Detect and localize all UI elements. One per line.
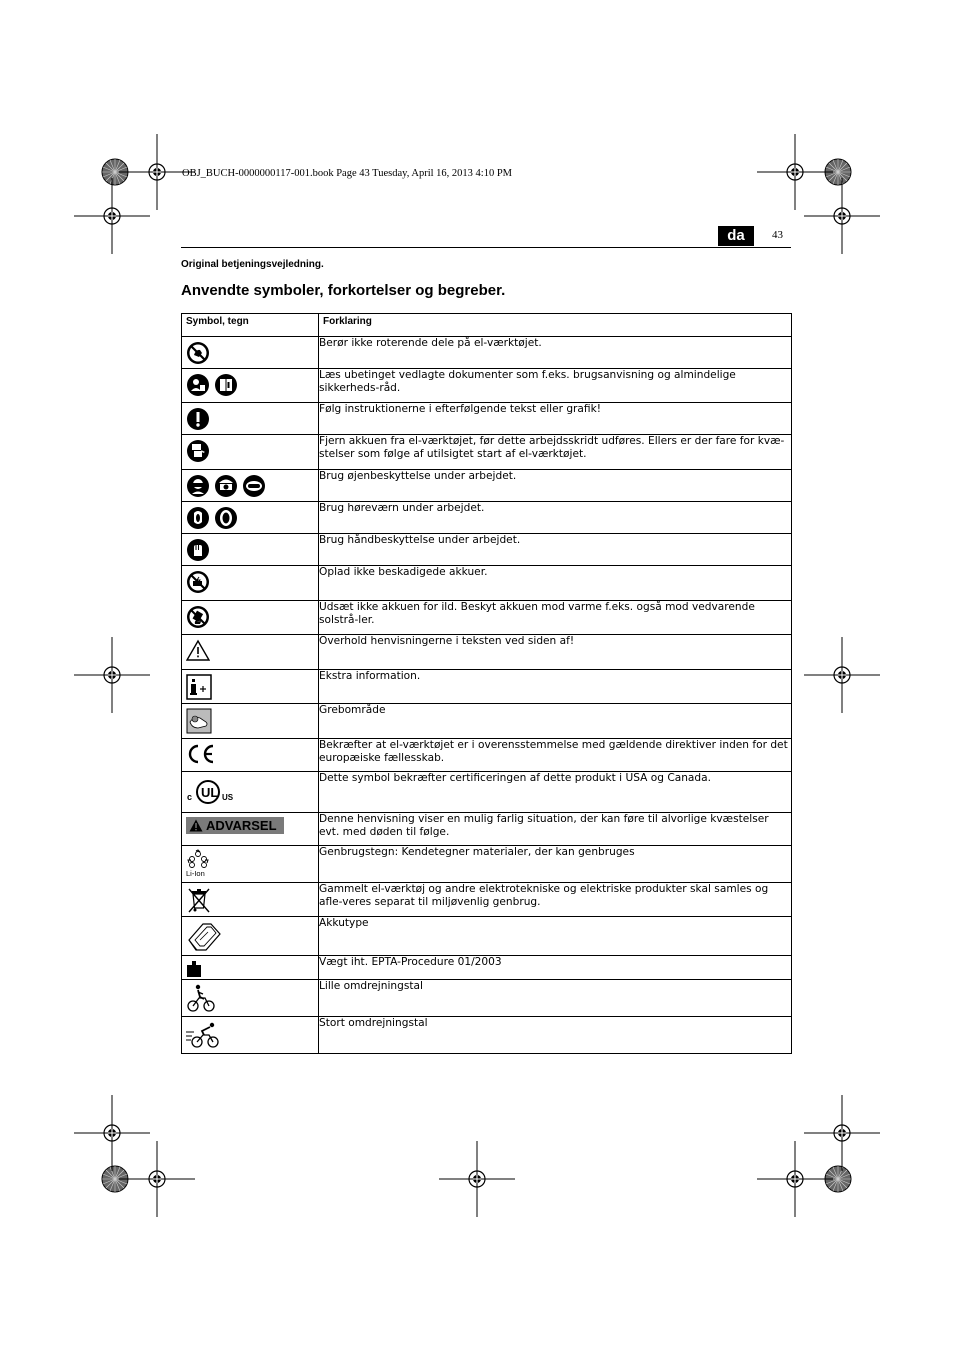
table-row <box>182 772 792 813</box>
table-row <box>182 470 792 502</box>
explanation-cell: Brug høreværn under arbejdet. <box>319 502 792 534</box>
explanation-cell: Følg instruktionerne i efterfølgende tekst eller grafik! <box>319 403 792 435</box>
explanation-cell: Overhold henvisningerne i teksten ved siden af! <box>319 635 792 670</box>
table-row <box>182 435 792 470</box>
svg-text:c: c <box>187 792 193 802</box>
recycling-icon <box>186 849 210 869</box>
no-fire-battery-icon <box>186 605 210 629</box>
grip-area-icon <box>186 708 212 734</box>
info-plus-icon <box>186 674 212 700</box>
ear-muffs-icon <box>214 506 238 530</box>
table-row <box>182 956 792 980</box>
explanation-cell: Brug øjenbeskyttelse under arbejdet. <box>319 470 792 502</box>
table-row <box>182 1017 792 1054</box>
book-info-line: OBJ_BUCH-0000000117-001.book Page 43 Tuesday, April 16, 2013 4:10 PM <box>182 168 512 179</box>
table-row <box>182 403 792 435</box>
advarsel-badge <box>186 817 284 834</box>
explanation-cell: Oplad ikke beskadigede akkuer. <box>319 566 792 601</box>
table-row <box>182 601 792 635</box>
li-ion-label: Li-Ion <box>186 869 205 878</box>
col-explanation-header: Forklaring <box>319 314 792 337</box>
explanation-cell: Fjern akkuen fra el-værktøjet, før dette arbejdsskridt udføres. Ellers er der fare for kvæ-stelser som følge af utilsigtet start af el-værktøjet. <box>319 435 792 470</box>
explanation-cell: Grebområde <box>319 704 792 739</box>
table-row <box>182 534 792 566</box>
table-row <box>182 704 792 739</box>
safety-goggles-icon <box>242 474 266 498</box>
explanation-cell: Gammelt el-værktøj og andre elektrotekniske og elektriske produkter skal samles og afle-veres separat til miljøvenlig genbrug. <box>319 883 792 917</box>
advarsel-label: ADVARSEL <box>206 818 277 833</box>
doc-subtitle: Original betjeningsvejledning. <box>181 259 324 270</box>
svg-text:US: US <box>222 793 234 802</box>
explanation-cell: Udsæt ikke akkuen for ild. Beskyt akkuen mod varme f.eks. også mod vedvarende solstrå-ler. <box>319 601 792 635</box>
table-row <box>182 670 792 704</box>
weight-icon <box>186 961 202 977</box>
ear-protection-icon <box>186 506 210 530</box>
face-shield-icon <box>214 474 238 498</box>
table-row <box>182 566 792 601</box>
table-row <box>182 369 792 403</box>
manual-book-icon <box>214 373 238 397</box>
hand-protection-icon <box>186 538 210 562</box>
fast-cyclist-icon <box>186 1020 220 1050</box>
explanation-cell: Akkutype <box>319 917 792 956</box>
explanation-cell: Brug håndbeskyttelse under arbejdet. <box>319 534 792 566</box>
read-manual-icon <box>186 373 210 397</box>
remove-battery-icon <box>186 439 210 463</box>
table-row <box>182 813 792 846</box>
symbols-table <box>181 313 792 1054</box>
eye-protection-icon <box>186 474 210 498</box>
explanation-cell: Denne henvisning viser en mulig farlig situation, der kan føre til alvorlige kvæstelser evt. med døden til følge. <box>319 813 792 846</box>
table-row <box>182 846 792 883</box>
col-symbol-header: Symbol, tegn <box>182 314 319 337</box>
table-row <box>182 739 792 772</box>
no-touch-rotating-icon <box>186 341 210 365</box>
warning-triangle-small-icon <box>189 819 203 832</box>
explanation-cell: Dette symbol bekræfter certificeringen af dette produkt i USA og Canada. <box>319 772 792 813</box>
explanation-cell: Stort omdrejningstal <box>319 1017 792 1054</box>
no-charge-damaged-battery-icon <box>186 570 210 594</box>
table-row <box>182 635 792 670</box>
mandatory-exclamation-icon <box>186 407 210 431</box>
battery-pack-icon <box>186 920 222 953</box>
page-number: 43 <box>772 229 783 241</box>
section-title: Anvendte symboler, forkortelser og begreber. <box>181 282 506 299</box>
explanation-cell: Læs ubetinget vedlagte dokumenter som f.eks. brugsanvisning og almindelige sikkerheds-råd. <box>319 369 792 403</box>
table-row <box>182 337 792 369</box>
warning-triangle-icon <box>186 639 210 663</box>
header-rule <box>181 247 791 248</box>
language-badge: da <box>718 226 754 246</box>
ce-mark-icon <box>186 743 216 765</box>
table-row <box>182 980 792 1017</box>
table-row <box>182 883 792 917</box>
explanation-cell: Lille omdrejningstal <box>319 980 792 1017</box>
weee-bin-icon <box>186 886 212 914</box>
svg-text:UL: UL <box>201 785 219 800</box>
cul-us-mark-icon <box>186 778 234 806</box>
explanation-cell: Berør ikke roterende dele på el-værktøjet. <box>319 337 792 369</box>
table-row <box>182 502 792 534</box>
table-row <box>182 917 792 956</box>
explanation-cell: Vægt iht. EPTA-Procedure 01/2003 <box>319 956 792 980</box>
explanation-cell: Genbrugstegn: Kendetegner materialer, der kan genbruges <box>319 846 792 883</box>
explanation-cell: Ekstra information. <box>319 670 792 704</box>
slow-cyclist-icon <box>186 983 216 1013</box>
table-header-row <box>182 314 792 337</box>
explanation-cell: Bekræfter at el-værktøjet er i overensstemmelse med gældende direktiver inden for det europæiske fællesskab. <box>319 739 792 772</box>
